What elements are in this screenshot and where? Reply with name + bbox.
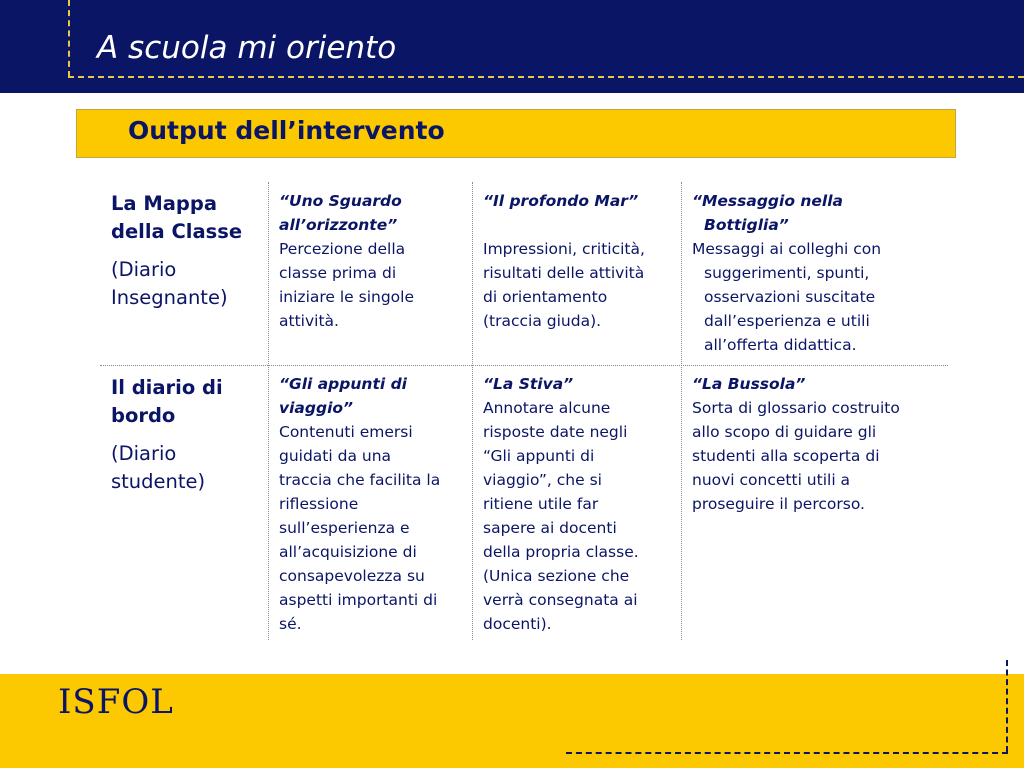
cell-text-line: sull’esperienza e [279,519,410,537]
cell-text-line: viaggio”, che si [483,471,602,489]
cell-text-line: sapere ai docenti [483,519,617,537]
cell-text-line: consapevolezza su [279,567,425,585]
table-divider-col3 [681,182,682,640]
cell-title-line: “La Stiva” [483,375,574,393]
cell-text-line: della propria classe. [483,543,639,561]
footer-vertical-dashed-line [1006,660,1008,752]
table-row-divider [100,365,948,366]
cell-text-line: suggerimenti, spunti, [704,264,870,282]
cell-title-line: “Il profondo Mar” [483,192,639,210]
row-header-subtitle-line: Insegnante) [111,286,228,309]
cell-la-stiva [483,372,677,636]
cell-text-line: Contenuti emersi [279,423,413,441]
cell-title-line: “La Bussola” [692,375,806,393]
cell-text-line: Sorta di glossario costruito [692,399,900,417]
cell-text-line: di orientamento [483,288,608,306]
row-header-title-line: La Mappa [111,192,218,215]
header-horizontal-dashed-line [68,76,1024,78]
cell-title-line: Bottiglia” [704,216,789,234]
cell-appunti-viaggio [279,372,467,636]
subtitle-bar [76,109,956,158]
cell-text-line: Impressioni, criticità, [483,240,645,258]
cell-text-line: docenti). [483,615,552,633]
cell-text-line: iniziare le singole [279,288,415,306]
cell-spacer [483,213,677,237]
cell-title-line: “Gli appunti di [279,375,407,393]
cell-text-line: Messaggi ai colleghi con [692,240,882,258]
cell-text-line: “Gli appunti di [483,447,595,465]
slide-subtitle: Output dell’intervento [128,116,445,145]
cell-la-bussola [692,372,942,516]
isfol-logo: ISFOL [58,682,174,722]
cell-text-line: ritiene utile far [483,495,599,513]
cell-text-line: risultati delle attività [483,264,645,282]
header-vertical-dashed-line [68,0,70,77]
row-header-subtitle-line: studente) [111,470,206,493]
cell-text-line: all’offerta didattica. [704,336,857,354]
cell-title-line: “Messaggio nella [692,192,844,210]
row-header-subtitle-line: (Diario [111,442,177,465]
cell-text-line: studenti alla scoperta di [692,447,880,465]
cell-text-line: nuovi concetti utili a [692,471,851,489]
slide-title: A scuola mi oriento [97,30,397,66]
cell-text-line: (Unica sezione che [483,567,630,585]
cell-title-line: “Uno Sguardo [279,192,402,210]
row-header-diario-bordo [111,374,261,496]
footer-horizontal-dashed-line [566,752,1008,754]
cell-text-line: verrà consegnata ai [483,591,638,609]
cell-text-line: sé. [279,615,302,633]
cell-text-line: all’acquisizione di [279,543,417,561]
cell-messaggio-bottiglia [692,189,942,357]
cell-profondo-mar [483,189,677,333]
table-divider-col1 [268,182,269,640]
cell-title-line: viaggio” [279,399,354,417]
cell-text-line: traccia che facilita la [279,471,441,489]
cell-text-line: classe prima di [279,264,397,282]
row-header-title-line: Il diario di [111,376,223,399]
cell-text-line: guidati da una [279,447,392,465]
cell-title-line: all’orizzonte” [279,216,398,234]
cell-text-line: dall’esperienza e utili [704,312,870,330]
cell-text-line: (traccia giuda). [483,312,602,330]
cell-text-line: risposte date negli [483,423,628,441]
row-header-title-line: bordo [111,404,176,427]
row-header-mappa [111,190,261,312]
row-header-subtitle-line: (Diario [111,258,177,281]
cell-text-line: attività. [279,312,339,330]
cell-uno-sguardo [279,189,465,333]
row-header-title-line: della Classe [111,220,243,243]
cell-text-line: proseguire il percorso. [692,495,865,513]
cell-text-line: osservazioni suscitate [704,288,876,306]
cell-text-line: aspetti importanti di [279,591,438,609]
cell-text-line: Percezione della [279,240,406,258]
cell-text-line: allo scopo di guidare gli [692,423,877,441]
cell-text-line: riflessione [279,495,359,513]
cell-text-line: Annotare alcune [483,399,611,417]
table-divider-col2 [472,182,473,640]
